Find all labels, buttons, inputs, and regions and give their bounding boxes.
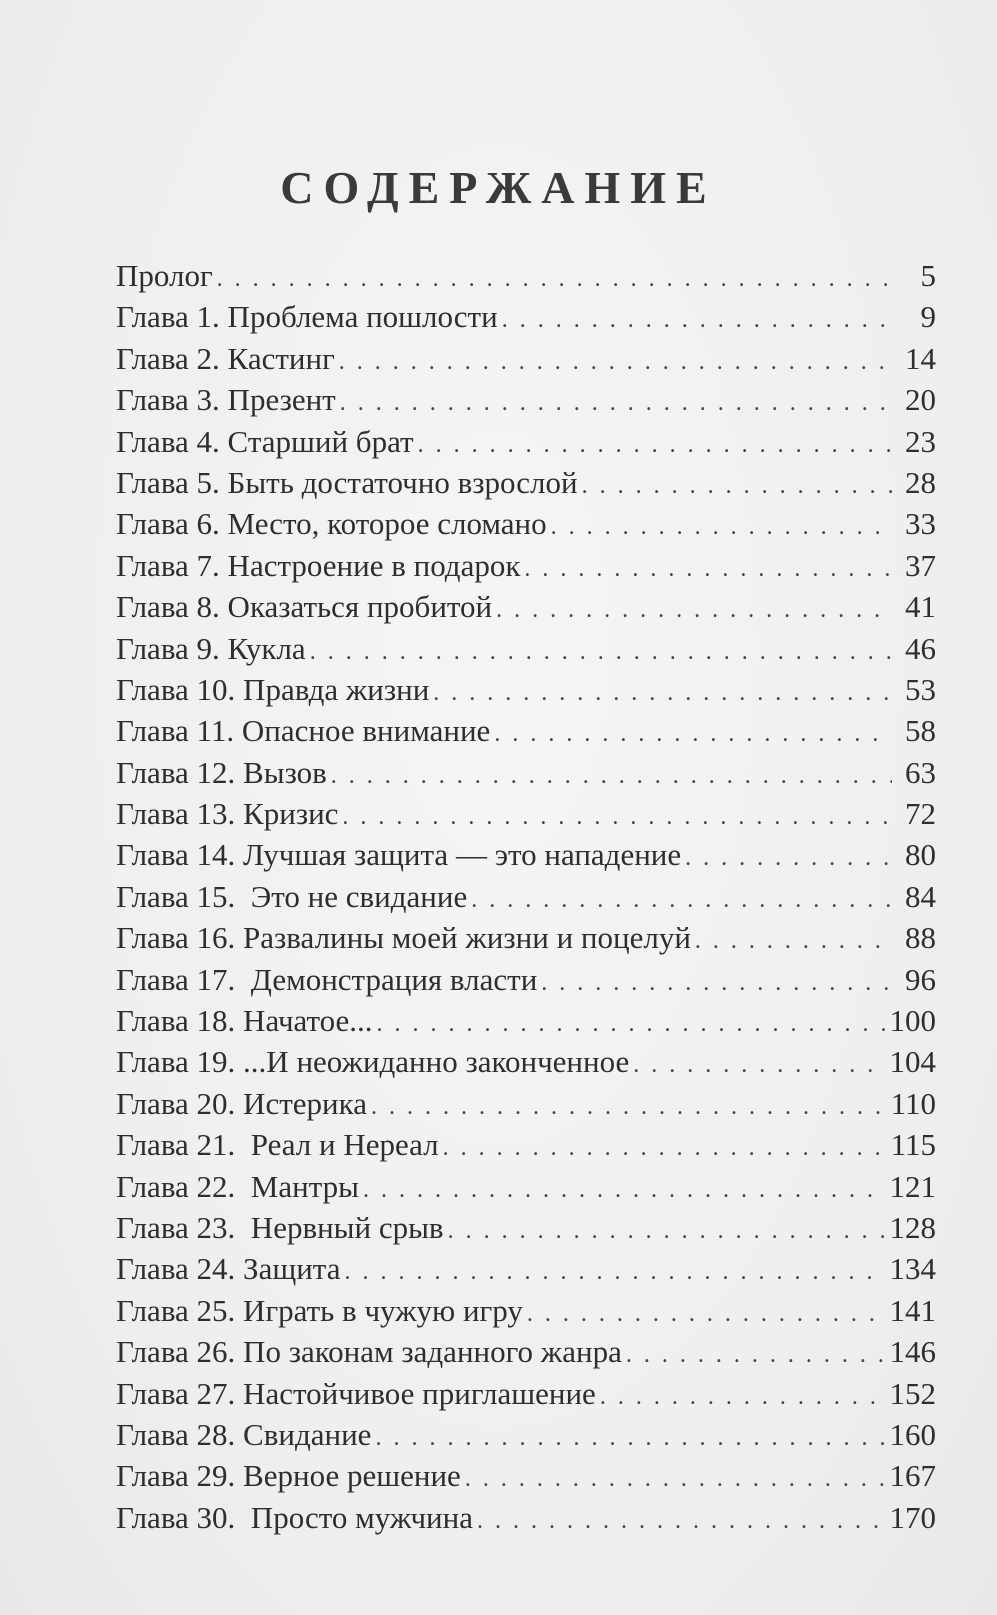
toc-entry-page-number: 46 xyxy=(905,630,936,666)
toc-entry xyxy=(116,1083,936,1124)
toc-entry-page-number: 63 xyxy=(905,754,936,790)
toc-entry xyxy=(116,1041,936,1082)
toc-entry-page-number: 141 xyxy=(889,1292,936,1328)
toc-entry-page-number: 37 xyxy=(905,547,936,583)
toc-entry-page-number: 160 xyxy=(889,1416,936,1452)
toc-entry xyxy=(116,379,936,420)
toc-entry-page-number: 170 xyxy=(889,1499,936,1535)
dot-leader xyxy=(363,1170,886,1211)
toc-entry xyxy=(116,255,936,296)
toc-entry-title: Глава 26. По законам заданного жанра xyxy=(116,1334,622,1370)
toc-entry-title: Глава 1. Проблема пошлости xyxy=(116,299,498,335)
toc-entry-title: Глава 17. Демонстрация власти xyxy=(116,961,538,997)
toc-entry-page-number: 33 xyxy=(905,506,936,542)
dot-leader xyxy=(340,383,892,424)
toc-entry-page-number: 20 xyxy=(905,382,936,418)
toc-entry-title: Глава 23. Нервный срыв xyxy=(116,1209,444,1245)
toc-entry-page-number: 152 xyxy=(889,1375,936,1411)
dot-leader xyxy=(443,1128,887,1169)
toc-entry-page-number: 167 xyxy=(889,1458,936,1494)
toc-entry xyxy=(116,586,936,627)
toc-entry xyxy=(116,1373,936,1414)
dot-leader xyxy=(695,921,892,962)
toc-entry-title: Глава 16. Развалины моей жизни и поцелуй xyxy=(116,920,691,956)
toc-entry-page-number: 121 xyxy=(889,1168,936,1204)
toc-entry xyxy=(116,834,936,875)
dot-leader xyxy=(310,632,892,673)
toc-entry-page-number: 5 xyxy=(920,258,936,293)
toc-entry xyxy=(116,876,936,917)
toc-entry-page-number: 146 xyxy=(889,1334,936,1370)
dot-leader xyxy=(471,880,892,921)
toc-entry xyxy=(116,545,936,586)
toc-entry xyxy=(116,1497,936,1538)
dot-leader xyxy=(345,1252,886,1293)
dot-leader xyxy=(626,1335,886,1376)
toc-entry-title: Глава 12. Вызов xyxy=(116,754,327,790)
toc-entry-title: Глава 24. Защита xyxy=(116,1251,341,1287)
toc-entry-title: Глава 7. Настроение в подарок xyxy=(116,547,521,583)
table-of-contents xyxy=(116,255,936,1538)
toc-entry xyxy=(116,1207,936,1248)
toc-entry xyxy=(116,1166,936,1207)
dot-leader xyxy=(375,1418,885,1459)
toc-entry-title: Глава 22. Мантры xyxy=(116,1168,359,1204)
toc-entry xyxy=(116,421,936,462)
toc-entry xyxy=(116,1290,936,1331)
toc-entry-page-number: 28 xyxy=(905,464,936,500)
toc-entry-page-number: 53 xyxy=(905,671,936,707)
toc-entry-title: Глава 13. Кризис xyxy=(116,796,339,832)
toc-entry xyxy=(116,752,936,793)
page-title: СОДЕРЖАНИЕ xyxy=(280,162,717,213)
toc-entry-page-number: 115 xyxy=(890,1127,936,1163)
toc-entry-page-number: 104 xyxy=(889,1044,936,1080)
toc-entry xyxy=(116,1248,936,1289)
toc-entry-title: Глава 21. Реал и Нереал xyxy=(116,1127,439,1163)
toc-entry-page-number: 84 xyxy=(905,878,936,914)
toc-entry xyxy=(116,1000,936,1041)
toc-entry-title: Глава 28. Свидание xyxy=(116,1416,372,1452)
dot-leader xyxy=(465,1459,886,1500)
dot-leader xyxy=(371,1087,887,1128)
toc-entry-title: Глава 14. Лучшая защита — это нападение xyxy=(116,837,682,873)
toc-entry xyxy=(116,669,936,710)
toc-entry xyxy=(116,710,936,751)
dot-leader xyxy=(582,466,892,507)
dot-leader xyxy=(524,549,892,590)
dot-leader xyxy=(377,1004,886,1045)
toc-entry-title: Глава 10. Правда жизни xyxy=(116,671,430,707)
dot-leader xyxy=(477,1501,886,1542)
dot-leader xyxy=(541,963,892,1004)
dot-leader xyxy=(339,342,892,383)
toc-entry-title: Глава 29. Верное решение xyxy=(116,1458,461,1494)
dot-leader xyxy=(685,838,892,879)
toc-entry xyxy=(116,462,936,503)
toc-entry-title: Глава 6. Место, которое сломано xyxy=(116,506,547,542)
toc-entry-page-number: 23 xyxy=(905,423,936,459)
toc-entry-page-number: 72 xyxy=(905,796,936,832)
dot-leader xyxy=(433,673,892,714)
toc-entry-title: Глава 18. Начатое... xyxy=(116,1003,373,1039)
toc-entry-title: Глава 3. Презент xyxy=(116,382,336,418)
toc-entry xyxy=(116,1455,936,1496)
dot-leader xyxy=(496,590,892,631)
toc-entry-title: Глава 9. Кукла xyxy=(116,630,306,666)
toc-entry-title: Глава 5. Быть достаточно взрослой xyxy=(116,464,578,500)
dot-leader xyxy=(448,1211,886,1252)
toc-entry-title: Глава 20. Истерика xyxy=(116,1085,367,1121)
toc-entry-page-number: 80 xyxy=(905,837,936,873)
toc-entry-title: Глава 25. Играть в чужую игру xyxy=(116,1292,523,1328)
toc-entry xyxy=(116,917,936,958)
toc-entry-title: Глава 15. Это не свидание xyxy=(116,878,468,914)
dot-leader xyxy=(600,1377,886,1418)
toc-entry xyxy=(116,1124,936,1165)
toc-entry-page-number: 96 xyxy=(905,961,936,997)
toc-entry-page-number: 88 xyxy=(905,920,936,956)
toc-entry-title: Глава 4. Старший брат xyxy=(116,423,414,459)
toc-entry xyxy=(116,793,936,834)
toc-entry-page-number: 58 xyxy=(905,713,936,749)
toc-entry-page-number: 41 xyxy=(905,589,936,625)
toc-entry xyxy=(116,1414,936,1455)
dot-leader xyxy=(633,1045,885,1086)
toc-entry-page-number: 110 xyxy=(890,1085,936,1121)
toc-entry-page-number: 134 xyxy=(889,1251,936,1287)
toc-entry xyxy=(116,338,936,379)
dot-leader xyxy=(331,756,892,797)
toc-entry-title: Глава 30. Просто мужчина xyxy=(116,1499,473,1535)
toc-entry-page-number: 128 xyxy=(889,1209,936,1245)
dot-leader xyxy=(527,1294,886,1335)
toc-entry-title: Глава 8. Оказаться пробитой xyxy=(116,589,493,625)
dot-leader xyxy=(551,507,892,548)
dot-leader xyxy=(217,259,892,300)
dot-leader xyxy=(502,300,892,341)
toc-entry-title: Глава 19. ...И неожиданно законченное xyxy=(116,1044,630,1080)
toc-entry xyxy=(116,296,936,337)
toc-entry xyxy=(116,503,936,544)
toc-entry-title: Глава 2. Кастинг xyxy=(116,340,335,376)
toc-entry xyxy=(116,959,936,1000)
toc-entry-page-number: 100 xyxy=(889,1003,936,1039)
dot-leader xyxy=(418,425,892,466)
toc-entry xyxy=(116,628,936,669)
toc-entry-page-number: 14 xyxy=(905,340,936,376)
toc-entry-title: Пролог xyxy=(116,258,213,293)
toc-entry xyxy=(116,1331,936,1372)
toc-entry-page-number: 9 xyxy=(920,299,936,335)
dot-leader xyxy=(342,797,892,838)
toc-entry-title: Глава 27. Настойчивое приглашение xyxy=(116,1375,596,1411)
toc-entry-title: Глава 11. Опасное внимание xyxy=(116,713,491,749)
dot-leader xyxy=(494,714,892,755)
